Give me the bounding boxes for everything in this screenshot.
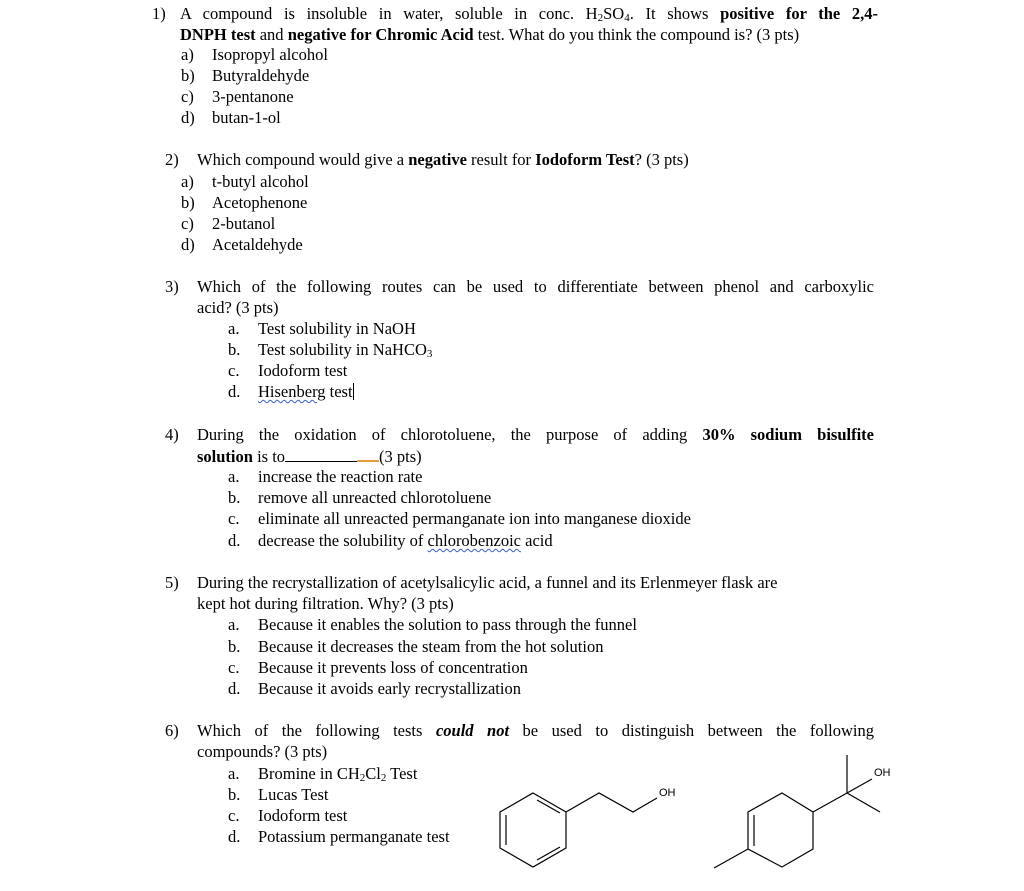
option-letter: b): [181, 66, 195, 85]
text-segment: test. What do you think the compound is? (3 pts): [473, 25, 800, 44]
subscript: 2: [359, 772, 366, 784]
option-letter: a.: [228, 319, 240, 338]
text-segment: . It shows: [629, 4, 721, 23]
question-number: 6): [165, 721, 179, 740]
text-segment: Bromine in CH: [258, 764, 360, 783]
text-segment: increase the reaction rate: [258, 467, 423, 486]
option-text: 3-pentanone: [212, 87, 294, 106]
option-letter: b.: [228, 637, 241, 656]
text-segment: 30% sodium bisulfite: [702, 425, 874, 444]
option-letter: d): [181, 235, 195, 254]
text-segment: positive for the 2,4-: [720, 4, 879, 23]
text-segment: be used to distinguish between the following: [509, 721, 874, 740]
text-segment: Iodoform Test: [535, 150, 635, 169]
text-segment: test: [325, 382, 353, 401]
option-letter: d.: [228, 679, 241, 698]
text-segment: could not: [435, 721, 510, 740]
text-segment: kept hot during filtration. Why? (3 pts): [197, 594, 454, 613]
option-letter: b.: [228, 785, 241, 804]
option-letter: c.: [228, 806, 240, 825]
text-segment: Because it enables the solution to pass through the funnel: [258, 615, 637, 634]
text-segment: SO: [603, 4, 625, 23]
option-letter: a.: [228, 615, 240, 634]
option-text: 2-butanol: [212, 214, 276, 233]
option-text: butan-1-ol: [212, 108, 281, 127]
option-letter: a.: [228, 467, 240, 486]
text-segment: Because it decreases the steam from the hot solution: [258, 637, 604, 656]
text-segment: During the oxidation of chlorotoluene, the purpose of adding: [197, 425, 703, 444]
option-letter: a): [181, 172, 194, 191]
option-letter: b): [181, 193, 195, 212]
text-segment: eliminate all unreacted permanganate ion into manganese dioxide: [258, 509, 691, 528]
text-segment: Potassium permanganate test: [258, 827, 450, 846]
subscript: 3: [426, 348, 433, 360]
option-letter: d.: [228, 827, 241, 846]
text-segment: negative: [408, 150, 467, 169]
text-segment: Cl: [365, 764, 381, 783]
option-letter: b.: [228, 488, 241, 507]
option-letter: d.: [228, 382, 241, 401]
phenylethanol-structure: [500, 793, 657, 867]
subscript: 4: [624, 12, 630, 24]
text-segment: ? (3 pts): [634, 150, 689, 169]
question-number: 1): [152, 4, 166, 23]
terpineol-structure: [714, 755, 880, 868]
text-segment: acid: [521, 531, 553, 550]
option-letter: a.: [228, 764, 240, 783]
text-segment: Which compound would give a: [197, 150, 409, 169]
option-letter: b.: [228, 340, 241, 359]
subscript: 2: [380, 772, 387, 784]
subscript: 2: [597, 12, 604, 24]
text-segment: decrease the solubility of: [258, 531, 428, 550]
text-segment: is to: [252, 447, 286, 466]
text-segment: remove all unreacted chlorotoluene: [258, 488, 492, 507]
text-segment: result for: [466, 150, 536, 169]
text-segment: Lucas Test: [258, 785, 329, 804]
text-segment: Which of the following tests: [197, 721, 436, 740]
text-segment: A compound is insoluble in water, soluble in conc. H: [180, 4, 598, 23]
option-letter: d.: [228, 531, 241, 550]
text-segment: During the recrystallization of acetylsalicylic acid, a funnel and its Erlenmeyer flask are: [197, 573, 778, 592]
option-letter: c.: [228, 509, 240, 528]
text-segment: Iodoform test: [258, 361, 348, 380]
question-number: 3): [165, 277, 179, 296]
option-letter: c.: [228, 361, 240, 380]
option-text: Acetaldehyde: [212, 235, 303, 254]
hydroxyl-label: OH: [874, 767, 891, 779]
text-segment: (3 pts): [379, 447, 422, 466]
question-number: 2): [165, 150, 179, 169]
text-segment: Because it prevents loss of concentration: [258, 658, 528, 677]
text-segment: DNPH test: [180, 25, 256, 44]
spellcheck-flagged-word: chlorobenzoic: [427, 531, 521, 550]
text-segment: Iodoform test: [258, 806, 348, 825]
question-number: 4): [165, 425, 179, 444]
option-letter: d): [181, 108, 195, 127]
hydroxyl-label: OH: [659, 787, 676, 799]
option-letter: c): [181, 214, 194, 233]
text-segment: and: [255, 25, 288, 44]
text-segment: Test solubility in NaHCO: [258, 340, 427, 359]
text-segment: Which of the following routes can be used to differentiate between phenol and carboxylic: [197, 277, 874, 296]
text-segment: Test solubility in NaOH: [258, 319, 416, 338]
option-letter: a): [181, 45, 194, 64]
text-segment: compounds? (3 pts): [197, 742, 328, 761]
question-number: 5): [165, 573, 179, 592]
spellcheck-flagged-word: Hisenberg: [258, 382, 326, 401]
text-segment: acid? (3 pts): [197, 298, 279, 317]
option-letter: c): [181, 87, 194, 106]
text-segment: Because it avoids early recrystallization: [258, 679, 521, 698]
option-text: Butyraldehyde: [212, 66, 310, 85]
text-segment: solution: [197, 447, 253, 466]
text-segment: negative for Chromic Acid: [287, 25, 474, 44]
option-text: Acetophenone: [212, 193, 308, 212]
option-text: t-butyl alcohol: [212, 172, 309, 191]
option-letter: c.: [228, 658, 240, 677]
text-segment: Test: [386, 764, 418, 783]
option-text: Isopropyl alcohol: [212, 45, 328, 64]
